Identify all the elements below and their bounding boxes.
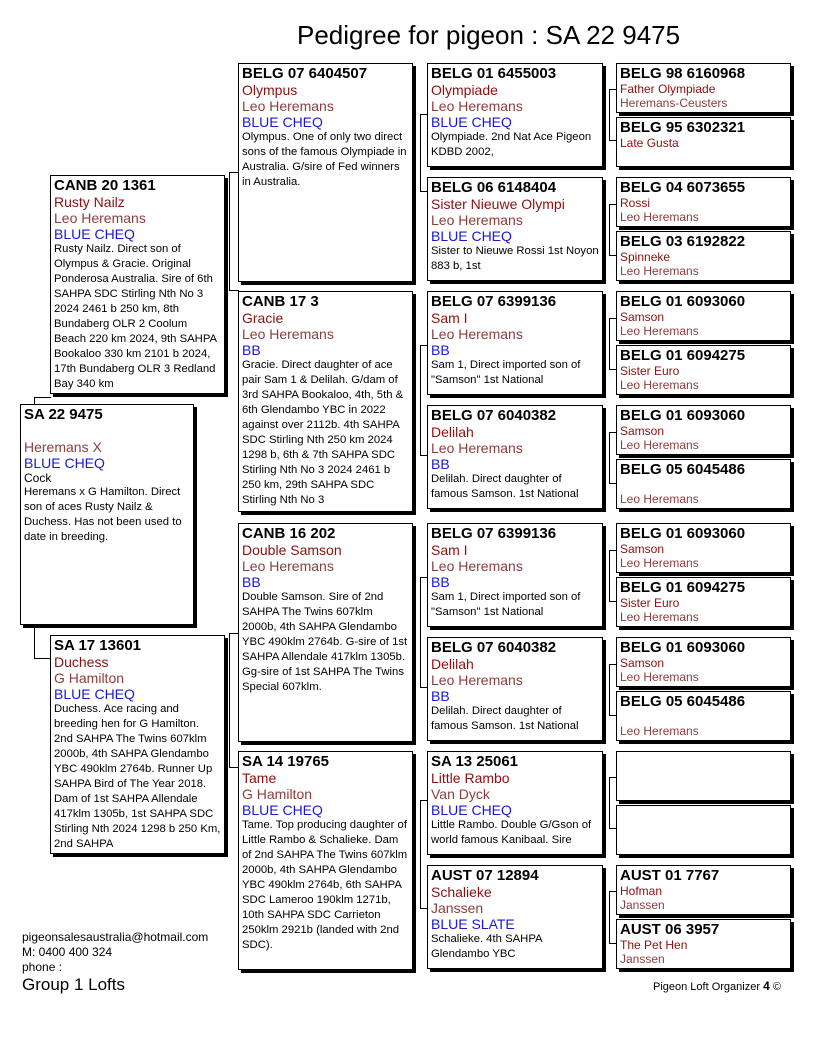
breeder-name: Leo Heremans [242,98,334,114]
pigeon-color: BB [431,342,450,358]
connector [34,628,35,658]
breeder-name: Leo Heremans [431,672,523,688]
ancestor-card[interactable] [616,523,791,573]
copyright-symbol: © [772,981,781,993]
pigeon-name: Samson [620,656,665,670]
pigeon-name: Samson [620,542,665,556]
breeder-name: G Hamilton [54,670,125,686]
software-name: Pigeon Loft Organizer [653,981,761,993]
ancestor-card[interactable] [616,231,791,281]
ring-number: SA 17 13601 [54,637,142,654]
pigeon-notes: Little Rambo. Double G/Gson of world famous Kanibaal. Sire [431,819,592,846]
pigeon-sex: Cock [24,471,52,485]
breeder-name: Leo Heremans [620,670,699,684]
pigeon-name: Delilah [431,424,474,440]
pigeon-name [620,478,787,492]
pigeon-color: BB [242,574,261,590]
ring-number: AUST 06 3957 [620,921,720,938]
pigeon-notes: Olympus. One of only two direct sons of the famous Olympiade in Australia. G/sire of Fed winners in Australia. [242,131,407,188]
pigeon-name: Spinneke [620,250,671,264]
ancestor-card[interactable] [616,459,791,509]
connector [420,345,421,455]
connector [609,891,610,944]
ancestor-card[interactable] [616,865,791,915]
pigeon-color: BLUE CHEQ [242,114,323,130]
ring-number: BELG 01 6455003 [431,65,557,82]
ring-number: BELG 01 6094275 [620,347,746,364]
connector [609,204,610,256]
grandparent-card[interactable] [238,751,413,970]
pigeon-color: BB [431,456,450,472]
pigeon-name: Sister Nieuwe Olympi [431,196,565,212]
great-grandparent-card[interactable] [427,63,603,167]
connector [229,172,230,291]
breeder-name: Van Dyck [431,786,490,802]
pigeon-name: Samson [620,424,665,438]
ring-number: BELG 01 6094275 [620,579,746,596]
pigeon-name: Schalieke [431,884,492,900]
pigeon-name: Olympiade [431,82,498,98]
ring-number: BELG 01 6093060 [620,525,746,542]
connector [420,800,421,909]
connector [34,397,51,398]
breeder-name: Leo Heremans [242,558,334,574]
great-grandparent-card[interactable] [427,637,603,741]
ancestor-card-empty[interactable] [616,751,791,801]
breeder-name: Leo Heremans [431,558,523,574]
breeder-name: Leo Heremans [620,438,699,452]
connector [609,432,610,484]
breeder-name: Leo Heremans [620,324,699,338]
ancestor-card[interactable] [616,63,791,113]
ring-number: BELG 07 6399136 [431,525,557,542]
pigeon-name: Olympus [242,82,298,98]
pigeon-name: The Pet Hen [620,938,688,952]
breeder-name: Leo Heremans [431,440,523,456]
great-grandparent-card[interactable] [427,751,603,855]
pigeon-notes: Schalieke. 4th SAHPA Glendambo YBC [431,933,542,960]
loft-name: Group 1 Lofts [22,975,126,994]
ring-number: BELG 06 6148404 [431,179,557,196]
breeder-name: Leo Heremans [431,98,523,114]
grandparent-card[interactable] [238,63,413,282]
breeder-name: Leo Heremans [620,492,699,506]
ring-number: BELG 05 6045486 [620,461,746,478]
pigeon-name: Gracie [242,310,284,326]
ring-number: SA 14 19765 [242,753,330,770]
pigeon-name [620,710,787,724]
ring-number: BELG 01 6093060 [620,293,746,310]
pigeon-notes: Sam 1, Direct imported son of "Samson" 1st National [431,591,581,618]
pigeon-name: Samson [620,310,665,324]
ancestor-card[interactable] [616,691,791,741]
ancestor-card[interactable] [616,117,791,167]
ring-number: BELG 07 6399136 [431,293,557,310]
pigeon-name: Tame [242,770,277,786]
subject-pigeon-card[interactable] [20,404,194,625]
ring-number: BELG 07 6040382 [431,407,557,424]
pigeon-name: Sister Euro [620,364,680,378]
ring-number: BELG 95 6302321 [620,119,746,136]
pigeon-notes: Heremans x G Hamilton. Direct son of aces Rusty Nailz & Duchess. Has not been used to date in breeding. [24,486,182,543]
ring-number: CANB 20 1361 [54,177,156,194]
dam-card[interactable] [50,635,225,854]
ring-number: BELG 07 6404507 [242,65,368,82]
ancestor-card[interactable] [616,919,791,969]
pigeon-notes: Duchess. Ace racing and breeding hen for G Hamilton. 2nd SAHPA The Twins 607klm 2000b, 4th SAHPA Glendambo YBC 490klm 2764b. Runner Up SAHPA Bird of The Year 2018. Dam of 1st SAHPA Allendale 417klm 1305b, 1st SAHPA SDC Stirling Nth 2024 1298 b 250 Km, 2nd SAHPA [54,703,221,850]
pigeon-color: BB [431,574,450,590]
page-title: Pedigree for pigeon : SA 22 9475 [297,20,681,50]
pigeon-color: BLUE CHEQ [431,114,512,130]
breeder-name: Leo Heremans [620,724,699,738]
ring-number: SA 13 25061 [431,753,519,770]
breeder-name: Leo Heremans [620,556,699,570]
ancestor-card[interactable] [616,637,791,687]
breeder-name: Leo Heremans [54,210,146,226]
connector [609,89,610,141]
ancestor-card[interactable] [616,291,791,341]
ring-number: CANB 16 202 [242,525,336,542]
pigeon-name: Delilah [431,656,474,672]
pigeon-color: BLUE CHEQ [24,455,105,471]
breeder-name: Janssen [620,898,665,912]
breeder-name: Leo Heremans [620,378,699,392]
breeder-name: Leo Heremans [242,326,334,342]
breeder-name: Heremans-Ceusters [620,96,728,110]
breeder-name: Heremans X [24,439,102,455]
pigeon-color: BLUE CHEQ [431,228,512,244]
connector [609,318,610,370]
software-version: 4 [763,979,770,993]
pigeon-color: BB [242,342,261,358]
ring-number: AUST 01 7767 [620,867,720,884]
pigeon-name: Little Rambo [431,770,510,786]
pigeon-name: Sam I [431,542,468,558]
pigeon-name: Rossi [620,196,651,210]
pigeon-notes: Double Samson. Sire of 2nd SAHPA The Twins 607klm 2000b, 4th SAHPA Glendambo YBC 490klm 2764b. G-sire of 1st SAHPA Allendale 417klm 1305b. Gg-sire of 1st SAHPA The Twins Special 607klm. [242,591,408,693]
connector [34,658,51,659]
pigeon-notes: Tame. Top producing daughter of Little Rambo & Schalieke. Dam of 2nd SAHPA The Twins 607klm 2000b, 4th SAHPA Glendambo YBC 490klm 2764b, 6th SAHPA SDC Lameroo 190klm 1271b, 10th SAHPA SDC Carrieton 250klm 2921b (landed with 2nd SDC). [242,819,408,951]
ring-number: BELG 01 6093060 [620,639,746,656]
breeder-name: Leo Heremans [431,326,523,342]
pigeon-notes: Sam 1, Direct imported son of "Samson" 1st National [431,359,581,386]
pigeon-notes: Sister to Nieuwe Rossi 1st Noyon 883 b, 1st [431,245,599,272]
pigeon-color: BLUE CHEQ [431,802,512,818]
ancestor-card[interactable] [616,577,791,627]
sire-card[interactable] [50,175,225,394]
great-grandparent-card[interactable] [427,865,603,969]
ring-number: CANB 17 3 [242,293,319,310]
pigeon-name: Late Gusta [620,136,679,150]
pigeon-color: BLUE CHEQ [54,226,135,242]
software-credit [653,979,781,993]
great-grandparent-card[interactable] [427,177,603,281]
pigeon-notes: Rusty Nailz. Direct son of Olympus & Gracie. Original Ponderosa Australia. Sire of 6th SAHPA SDC Stirling Nth No 3 2024 2461 b 250 km, 8th Bundaberg OLR 2 Coolum Beach 220 km 2024, 9th SAHPA Bookaloo 330 km 2101 b 2024, 17th Bundaberg OLR 3 Redland Bay 340 km [54,243,217,390]
connector [609,777,610,829]
breeder-name: Leo Heremans [620,210,699,224]
ring-number: BELG 01 6093060 [620,407,746,424]
pigeon-color: BLUE CHEQ [54,686,135,702]
great-grandparent-card[interactable] [427,405,603,509]
breeder-name: Janssen [620,952,665,966]
breeder-name: G Hamilton [242,786,313,802]
ring-number: BELG 05 6045486 [620,693,746,710]
pigeon-name: Double Samson [242,542,342,558]
connector [420,114,421,192]
pigeon-notes: Delilah. Direct daughter of famous Samson. 1st National [431,705,579,732]
ring-number: AUST 07 12894 [431,867,539,884]
pigeon-notes: Olympiade. 2nd Nat Ace Pigeon KDBD 2002, [431,131,592,158]
connector [229,633,230,768]
great-grandparent-card[interactable] [427,291,603,395]
ring-number: BELG 04 6073655 [620,179,746,196]
pigeon-name: Sister Euro [620,596,680,610]
pigeon-color: BLUE CHEQ [242,802,323,818]
ring-number: BELG 07 6040382 [431,639,557,656]
ring-number: BELG 98 6160968 [620,65,746,82]
breeder-name: Leo Heremans [431,212,523,228]
contact-mobile: M: 0400 400 324 [22,945,113,959]
ancestor-card[interactable] [616,177,791,227]
ancestor-card[interactable] [616,405,791,455]
pigeon-name: Rusty Nailz [54,194,125,210]
ring-number: SA 22 9475 [24,406,103,423]
ring-number: BELG 03 6192822 [620,233,746,250]
connector [609,664,610,716]
pigeon-name: Duchess [54,654,109,670]
ancestor-card-empty[interactable] [616,805,791,855]
breeder-name: Leo Heremans [620,610,699,624]
pigeon-color: BLUE SLATE [431,916,515,932]
grandparent-card[interactable] [238,523,413,742]
pigeon-notes: Gracie. Direct daughter of ace pair Sam 1 & Delilah. G/dam of 3rd SAHPA Bookaloo, 4th, 5th & 6th Glendambo YBC in 2022 against over 2112b. 4th SAHPA SDC Stirling Nth 250 km 2024 1298 b, 6th & 7th SAHPA SDC Stirling Nth No 3 2024 2461 b 250 km, 29th SAHPA SDC Stirling Nth No 3 [242,359,404,506]
pigeon-name [24,423,190,439]
ancestor-card[interactable] [616,345,791,395]
breeder-name: Leo Heremans [620,264,699,278]
breeder-name: Janssen [431,900,484,916]
pigeon-notes: Delilah. Direct daughter of famous Samson. 1st National [431,473,579,500]
connector [609,550,610,602]
connector [420,577,421,688]
grandparent-card[interactable] [238,291,413,512]
pigeon-name: Sam I [431,310,468,326]
great-grandparent-card[interactable] [427,523,603,627]
contact-phone: phone : [22,960,63,974]
contact-email[interactable]: pigeonsalesaustralia@hotmail.com [22,930,209,944]
pigeon-name: Father Olympiade [620,82,716,96]
pigeon-name: Hofman [620,884,663,898]
pigeon-color: BB [431,688,450,704]
